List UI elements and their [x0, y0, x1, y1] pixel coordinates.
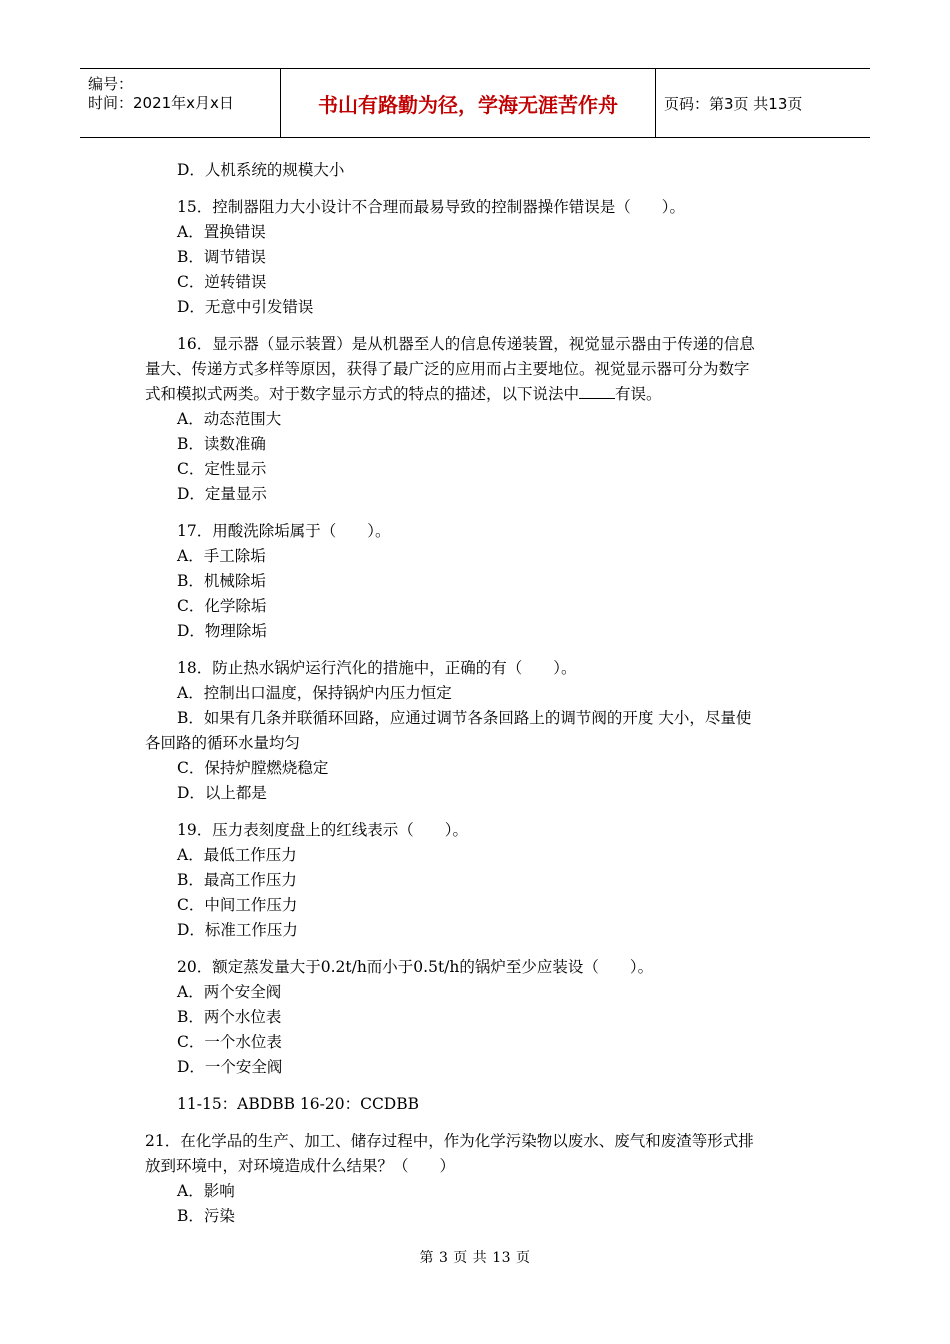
- option-line: D．人机系统的规模大小: [177, 161, 345, 179]
- option-line: D．物理除垢: [177, 622, 267, 640]
- question-19: 19．压力表刻度盘上的红线表示（ ）。: [177, 821, 468, 839]
- option-line: B．如果有几条并联循环回路，应通过调节各条回路上的调节阀的开度 大小，尽量使: [177, 709, 752, 727]
- question-16-tail: 有误。: [615, 385, 662, 403]
- header-page-cell: [656, 69, 870, 137]
- motto: 书山有路勤为径，学海无涯苦作舟: [318, 92, 618, 117]
- option-line: D．定量显示: [177, 485, 267, 503]
- question-20: 20．额定蒸发量大于0.2t/h而小于0.5t/h的锅炉至少应装设（ ）。: [177, 958, 654, 976]
- option-line: C．保持炉膛燃烧稳定: [177, 759, 329, 777]
- question-18: 18．防止热水锅炉运行汽化的措施中，正确的有（ ）。: [177, 659, 577, 677]
- option-line: B．机械除垢: [177, 572, 266, 590]
- option-line: D．无意中引发错误: [177, 298, 314, 316]
- option-line: A．最低工作压力: [177, 846, 297, 864]
- header-motto-cell: [280, 69, 656, 137]
- question-15: 15．控制器阻力大小设计不合理而最易导致的控制器操作错误是（ ）。: [177, 198, 685, 216]
- option-line: A．影响: [177, 1182, 235, 1200]
- page-footer: 第 3 页 共 13 页: [419, 1250, 531, 1266]
- document-body: [145, 158, 810, 1229]
- option-line: D．一个安全阀: [177, 1058, 283, 1076]
- option-line: C．逆转错误: [177, 273, 267, 291]
- answer-blank: [579, 384, 615, 399]
- option-line: A．手工除垢: [177, 547, 266, 565]
- number-label: 编号：: [88, 75, 134, 93]
- question-17: 17．用酸洗除垢属于（ ）。: [177, 522, 391, 540]
- option-line: C．定性显示: [177, 460, 267, 478]
- option-line: C．中间工作压力: [177, 896, 298, 914]
- question-21-line2: 放到环境中，对环境造成什么结果？（ ）: [145, 1157, 456, 1175]
- question-21-line1: 21．在化学品的生产、加工、储存过程中，作为化学污染物以废水、废气和废渣等形式排: [145, 1132, 754, 1150]
- option-line: A．控制出口温度，保持锅炉内压力恒定: [177, 684, 452, 702]
- page-info: 页码：第3页 共13页: [664, 94, 803, 113]
- option-line: A．置换错误: [177, 223, 266, 241]
- page-header: [80, 68, 870, 138]
- option-line: D．标准工作压力: [177, 921, 298, 939]
- option-line: B．读数准确: [177, 435, 266, 453]
- question-16-line2: 量大、传递方式多样等原因，获得了最广泛的应用而占主要地位。视觉显示器可分为数字: [145, 360, 750, 378]
- option-line-cont: 各回路的循环水量均匀: [145, 734, 301, 752]
- header-meta: [80, 69, 280, 137]
- option-line: B．污染: [177, 1207, 235, 1225]
- option-line: A．动态范围大: [177, 410, 282, 428]
- option-line: C．化学除垢: [177, 597, 267, 615]
- option-line: B．最高工作压力: [177, 871, 297, 889]
- question-16-text: 式和模拟式两类。对于数字显示方式的特点的描述，以下说法中: [145, 385, 580, 403]
- question-16-line3: [145, 382, 810, 407]
- question-16-line1: 16．显示器（显示装置）是从机器至人的信息传递装置，视觉显示器由于传递的信息: [177, 335, 755, 353]
- option-line: B．两个水位表: [177, 1008, 282, 1026]
- option-line: B．调节错误: [177, 248, 266, 266]
- option-line: C．一个水位表: [177, 1033, 282, 1051]
- answer-key: 11-15：ABDBB 16-20：CCDBB: [177, 1095, 420, 1113]
- option-line: D．以上都是: [177, 784, 267, 802]
- time-label: 时间：2021年x月x日: [88, 94, 234, 112]
- option-line: A．两个安全阀: [177, 983, 282, 1001]
